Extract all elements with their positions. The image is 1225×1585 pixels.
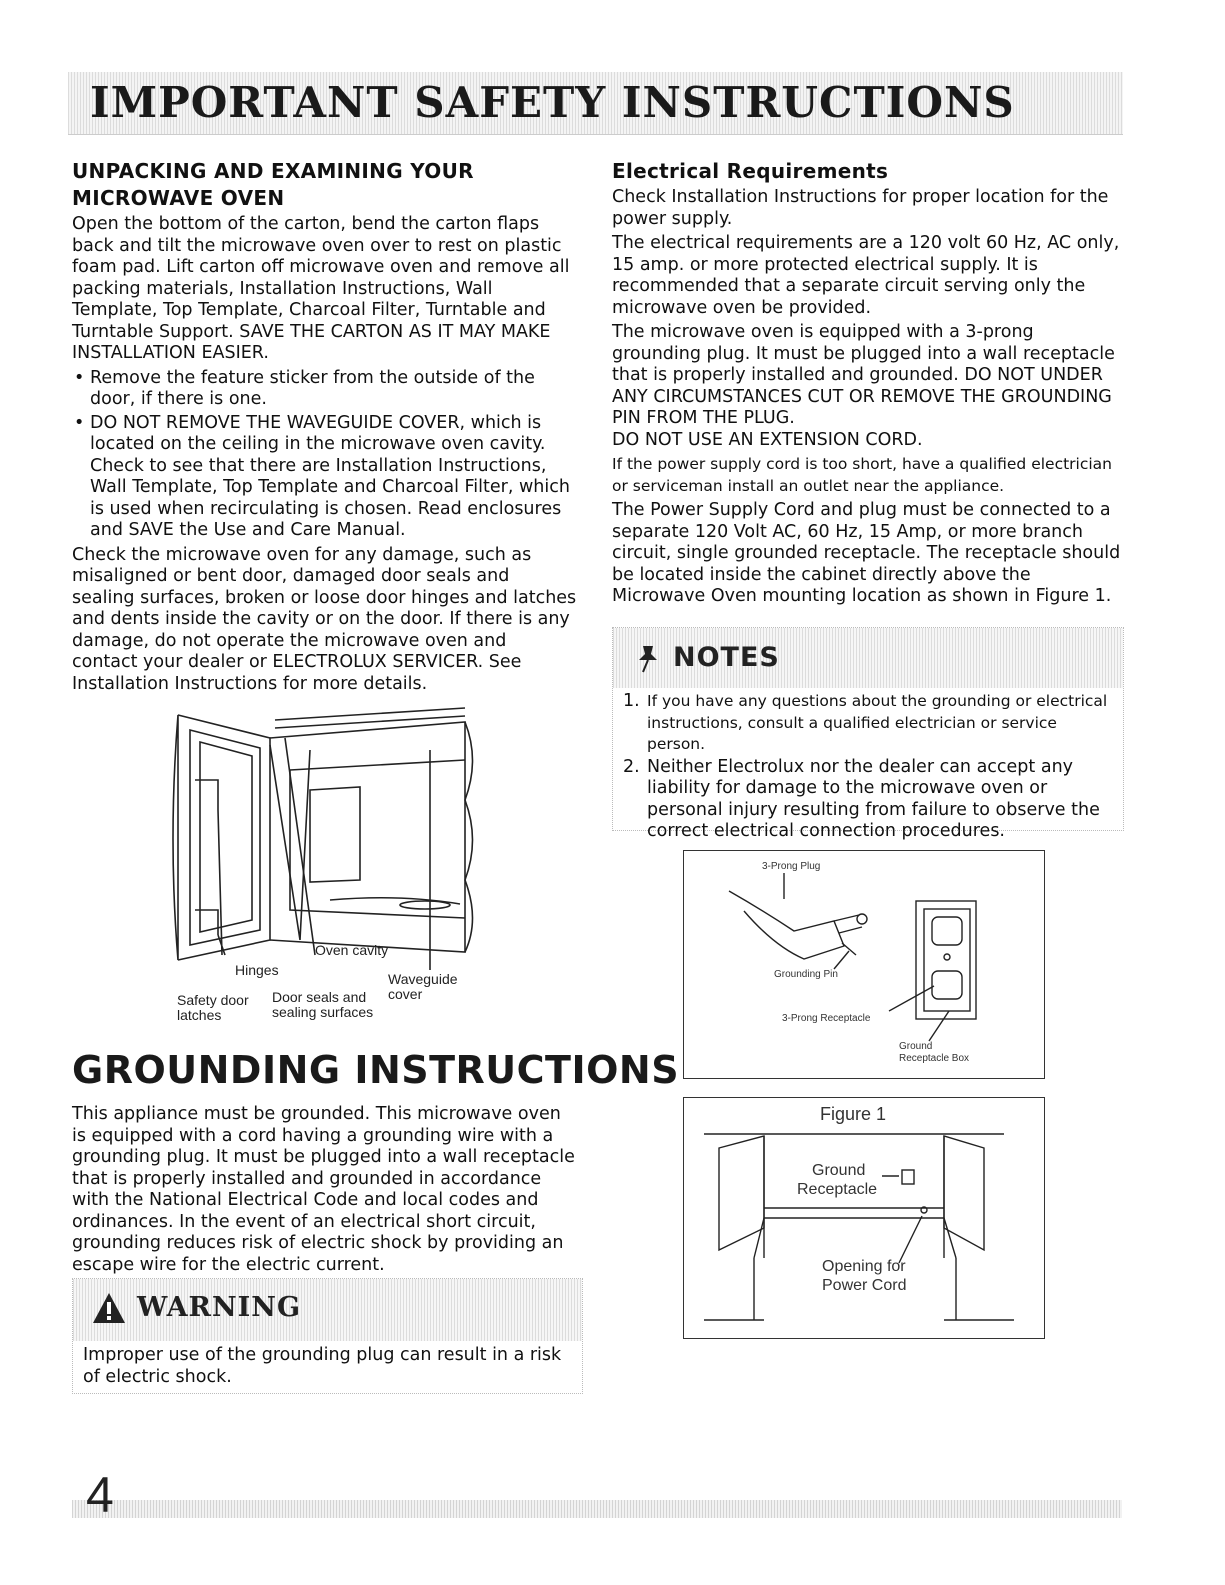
note-number: 1.: [623, 691, 640, 711]
oven-cavity-label: Oven cavity: [315, 942, 389, 958]
note-text: Neither Electrolux nor the dealer can accept any liability for damage to the microwave oven or personal injury resulting from failure to observe the correct electrical connection procedures.: [647, 756, 1100, 841]
sealing-surfaces-label: sealing surfaces: [272, 1004, 374, 1020]
page-title: IMPORTANT SAFETY INSTRUCTIONS: [90, 78, 1015, 127]
grounding-title: GROUNDING INSTRUCTIONS: [72, 1048, 680, 1092]
header-banner: [68, 72, 1123, 135]
electrical-paragraph-4: If the power supply cord is too short, have a qualified electrician or serviceman install an outlet near the appliance.: [612, 455, 1113, 495]
notes-title: NOTES: [673, 642, 780, 673]
grounding-pin-label: Grounding Pin: [774, 969, 838, 980]
receptacle-label: 3-Prong Receptacle: [782, 1013, 871, 1024]
warning-icon: [91, 1291, 127, 1325]
note-text: If you have any questions about the grounding or electrical instructions, consult a qualified electrician or service person.: [647, 692, 1108, 753]
footer-bar: [72, 1500, 1122, 1518]
figure-caption: Figure 1: [820, 1104, 887, 1124]
unpacking-bullets: [72, 368, 577, 542]
unpacking-paragraph-1: Open the bottom of the carton, bend the carton flaps back and tilt the microwave oven over to rest on plastic foam pad. Lift carton off microwave oven and remove all packing materials, Installation Instructions, Wall Template, Top Template, Charcoal Filter, Turntable and Turntable Support. SAVE THE CARTON AS IT MAY MAKE INSTALLATION EASIER.: [72, 214, 570, 363]
electrical-paragraph-1: Check Installation Instructions for proper location for the power supply.: [612, 187, 1109, 229]
note-number: 2.: [623, 756, 640, 777]
bullet-item: • DO NOT REMOVE THE WAVEGUIDE COVER, which is located on the ceiling in the microwave oven cavity. Check to see that there are Installation Instructions, Wall Template, Top Template and Charcoal Filter, which is used when recirculating is chosen. Read enclosures and SAVE the Use and Care Manual.: [72, 413, 577, 542]
unpacking-section: [72, 158, 577, 698]
electrical-paragraph-3: The microwave oven is equipped with a 3-prong grounding plug. It must be plugged into a wall receptacle that is properly installed and grounded. DO NOT UNDER ANY CIRCUMSTANCES CUT OR REMOVE THE GROUNDING PIN FROM THE PLUG.: [612, 322, 1115, 428]
cabinet-illustration: [684, 1098, 1042, 1336]
warning-text: Improper use of the grounding plug can result in a risk of electric shock.: [83, 1345, 562, 1387]
note-item: [623, 757, 1113, 843]
waveguide-label: Waveguide: [388, 971, 458, 987]
safety-door-label: Safety door: [177, 992, 249, 1008]
cabinet-figure: [683, 1097, 1045, 1339]
latches-label: latches: [177, 1007, 222, 1023]
pushpin-icon: [635, 644, 661, 674]
warning-box: [72, 1278, 583, 1394]
waveguide-cover-label: cover: [388, 986, 423, 1002]
electrical-title: Electrical Requirements: [612, 159, 889, 183]
plug-label: 3-Prong Plug: [762, 861, 821, 872]
ground-label: Ground: [899, 1041, 933, 1052]
cabinet-receptacle-label: Receptacle: [797, 1181, 878, 1198]
warning-title: WARNING: [137, 1292, 302, 1323]
power-cord-label: Power Cord: [822, 1277, 907, 1294]
electrical-paragraph-5: The Power Supply Cord and plug must be connected to a separate 120 Volt AC, 60 Hz, 15 Amp, or more branch circuit, single grounded receptacle. The receptacle should be located inside the cabinet directly above the Microwave Oven mounting location as shown in Figure 1.: [612, 500, 1121, 606]
unpacking-title: UNPACKING AND EXAMINING YOUR MICROWAVE OVEN: [72, 159, 474, 210]
microwave-figure: [160, 690, 490, 1030]
electrical-paragraph-3b: DO NOT USE AN EXTENSION CORD.: [612, 429, 923, 450]
unpacking-paragraph-2: Check the microwave oven for any damage, such as misaligned or bent door, damaged door seals and sealing surfaces, broken or loose door hinges and latches and dents inside the cavity or on the door. If there is any damage, do not operate the microwave oven and contact your dealer or ELECTROLUX SERVICER. See Installation Instructions for more details.: [72, 544, 577, 694]
opening-label: Opening for: [822, 1258, 906, 1275]
grounding-body: This appliance must be grounded. This microwave oven is equipped with a cord having a grounding wire with a grounding plug. It must be plugged into a wall receptacle that is properly installed and grounded in accordance with the National Electrical Code and local codes and ordinances. In the event of an electrical short circuit, grounding reduces risk of electric shock by providing an escape wire for the electric current.: [72, 1104, 575, 1275]
notes-header: [613, 628, 1123, 688]
hinges-label: Hinges: [235, 962, 279, 978]
electrical-section: [612, 158, 1122, 611]
notes-list: [613, 691, 1123, 843]
plug-illustration: [684, 851, 1042, 1076]
note-item: [623, 691, 1113, 756]
notes-box: [612, 627, 1124, 841]
plug-figure: [683, 850, 1045, 1079]
door-seals-label: Door seals and: [272, 989, 367, 1005]
electrical-paragraph-2: The electrical requirements are a 120 volt 60 Hz, AC only, 15 amp. or more protected electrical supply. It is recommended that a separate circuit serving only the microwave oven be provided.: [612, 233, 1120, 318]
receptacle-box-label: Receptacle Box: [899, 1053, 970, 1064]
bullet-item: • Remove the feature sticker from the outside of the door, if there is one.: [72, 368, 577, 411]
cabinet-ground-label: Ground: [812, 1162, 866, 1179]
warning-header: [73, 1279, 582, 1341]
page-number: 4: [86, 1467, 114, 1523]
